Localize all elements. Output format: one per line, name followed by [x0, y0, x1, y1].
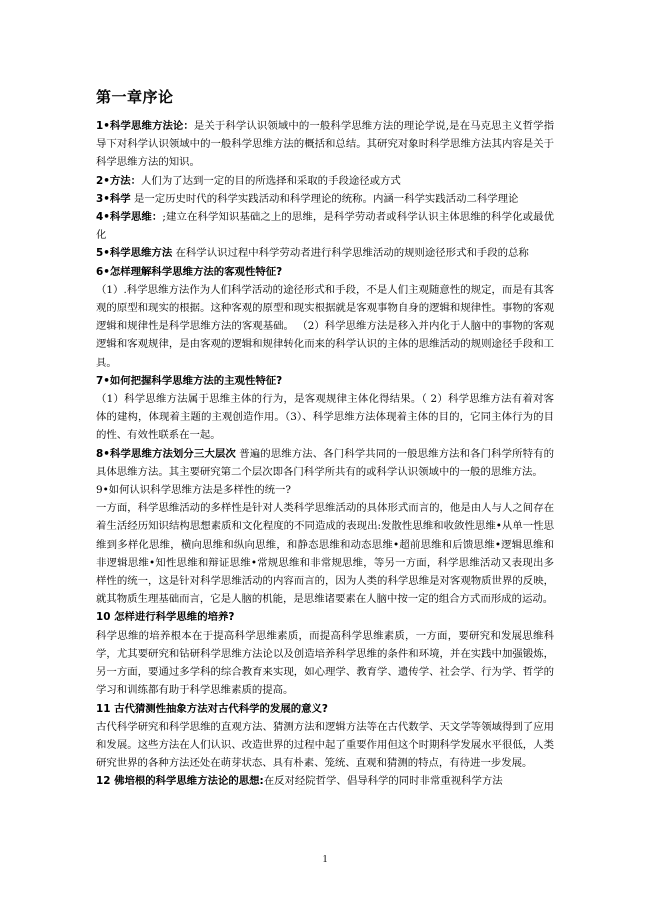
definition-5 — [96, 244, 554, 262]
chapter-title: 第一章序论 — [96, 88, 174, 106]
answer-7: （1）科学思维方法属于思维主体的行为，是客观规律主体化得结果。（ 2）科学思维方法有着对客体的建构，体现着主题的主观创造作用。（3）、科学思维方法体现着主体的目的，它同主体行为的目的性、有效性联系在一起。 — [96, 393, 554, 442]
term-label: 5•科学思维方法 — [96, 247, 173, 260]
definition-text: ;建立在科学知识基础之上的思维，是科学劳动者或科学认识主体思维的科学化或最优化 — [96, 211, 555, 242]
question-10: 10 怎样进行科学思维的培养? — [96, 611, 235, 624]
definition-12 — [96, 772, 554, 790]
question-7: 7•如何把握科学思维方法的主观性特征? — [96, 374, 283, 387]
question-11: 11 古代猜测性抽象方法对古代科学的发展的意义? — [96, 702, 328, 715]
definition-4 — [96, 208, 554, 244]
definition-text: 普遍的思维方法、各门科学共同的一般思维方法和各门科学所特有的具体思维方法。其主要研究第二个层次即各门科学所共有的或科学认识领域中的一般的思维方法。 — [96, 447, 554, 478]
page-number: 1 — [322, 854, 328, 865]
definition-2 — [96, 172, 554, 190]
document-page — [96, 86, 554, 791]
definition-8 — [96, 445, 554, 481]
answer-10: 科学思维的培养根本在于提高科学思维素质，而提高科学思维素质，一方面，要研究和发展思维科学，尤其要研究和钻研科学思维方法论以及创造培养科学思维的条件和环境，并在实践中加强锻炼，另一方面，要通过多学科的综合教育来实现，如心理学、教育学、遗传学、社会学、行为学、哲学的学习和训练都有助于科学思维素质的提高。 — [96, 629, 554, 697]
definition-1 — [96, 117, 554, 172]
definition-text: 是关于科学认识领域中的一般科学思维方法的理论学说,是在马克思主义哲学指导下对科学认识领域中的一般科学思维方法的概括和总结。其研究对象时科学思维方法其内容是关于科学思维方法的知识。 — [96, 120, 554, 169]
question-9: 9•如何认识科学思维方法是多样性的统一? — [96, 484, 291, 497]
definition-text: 人们为了达到一定的目的所选择和采取的手段途径或方式 — [141, 174, 401, 187]
term-label: 12 佛培根的科学思维方法论的思想: — [96, 775, 264, 788]
definition-text: 是一定历史时代的科学实践活动和科学理论的统称。内涵一科学实践活动二科学理论 — [133, 192, 519, 205]
definition-3 — [96, 190, 554, 208]
question-6: 6•怎样理解科学思维方法的客观性特征? — [96, 265, 283, 278]
answer-11: 古代科学研究和科学思维的直观方法、猜测方法和逻辑方法等在古代数学、天文学等领域得到了应用和发展。这些方法在人们认识、改造世界的过程中起了重要作用但这个时期科学发展水平很低，人类研究世界的各种方法还处在萌芽状态、具有朴素、笼统、直观和猜测的特点，有待进一步发展。 — [96, 720, 554, 770]
term-label: 8•科学思维方法划分三大层次 — [96, 447, 236, 460]
term-label: 1•科学思维方法论： — [96, 120, 194, 132]
term-label: 4•科学思维： — [96, 211, 163, 224]
term-label: 3•科学 — [96, 192, 131, 205]
term-label: 2•方法： — [96, 174, 142, 187]
definition-text: 在科学认识过程中科学劳动者进行科学思维活动的规则途径形式和手段的总称 — [175, 247, 529, 260]
definition-text: 在反对经院哲学、倡导科学的同时非常重视科学方法 — [263, 775, 503, 788]
answer-9: 一方面，科学思维活动的多样性是针对人类科学思维活动的具体形式而言的，他是由人与人之间存在着生活经历知识结构思想素质和文化程度的不同造成的表现出:发散性思维和收敛性思维•从单一性思维到多样化思维，横向思维和纵向思维，和静态思维和动态思维•超前思维和后馈思维•逻辑思维和非逻辑思维•知性思维和辩证思维•常规思维和非常规思维，等另一方面，科学思维活动又表现出多样性的统一，这是针对科学思维活动的内容而言的，因为人类的科学思维是对客观物质世界的反映，就其物质生理基础而言，它是人脑的机能，是思维诸要素在人脑中按一定的组合方式而形成的运动。 — [96, 502, 554, 606]
answer-6: （1）.科学思维方法作为人们科学活动的途径形式和手段，不是人们主观随意性的规定，而是有其客观的原型和现实的根据。这种客观的原型和现实根据就是客观事物自身的逻辑和规律性。事物的客观逻辑和规律性是科学思维方法的客观基础。 （2）科学思维方法是移入并内化于人脑中的事物的客观逻辑和客观规律，是由客观的逻辑和规律转化而来的科学认识的主体的思维活动的规则途径手段和工具。 — [96, 283, 554, 369]
